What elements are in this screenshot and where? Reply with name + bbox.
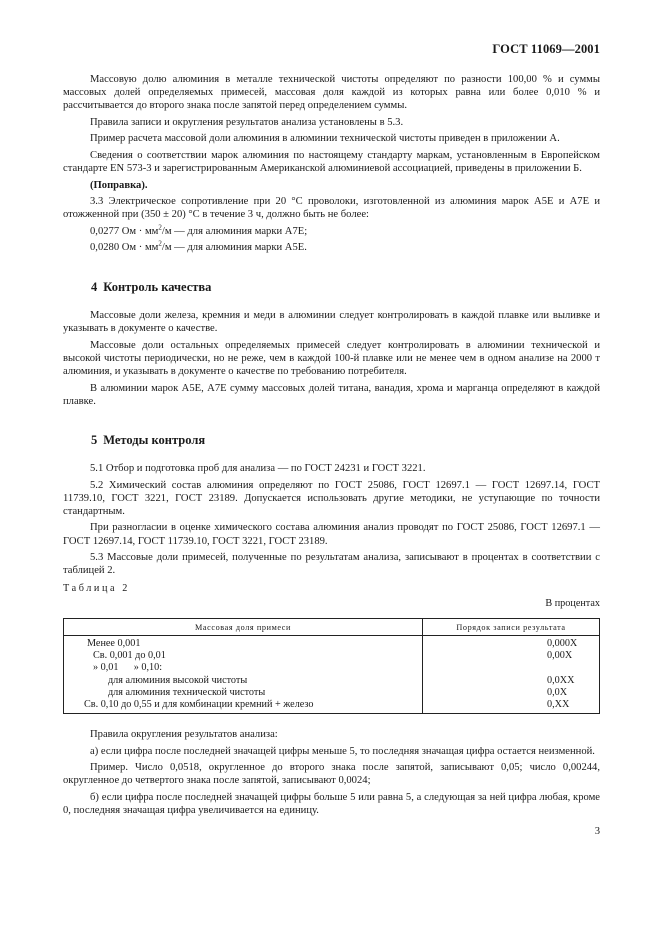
impurity-cell: Св. 0,10 до 0,55 и для комбинации кремний + железо <box>64 699 423 714</box>
table-units: В процентах <box>545 598 600 609</box>
record-cell: 0,000Х <box>423 636 600 651</box>
impurity-recording-table <box>63 618 600 714</box>
section-5-heading: 5 Методы контроля <box>91 433 206 447</box>
resistance-a5e: 0,0280 Ом · $мм^2/м$ — для алюминия марки А5Е. <box>90 239 307 254</box>
record-cell <box>423 662 600 674</box>
table-row <box>64 662 600 674</box>
paragraph: 5.3 Массовые доли примесей, полученные по результатам анализа, записывают в процентах в соответствии с таблицей 2. <box>63 552 600 577</box>
paragraph: б) если цифра после последней значащей цифры больше 5 или равна 5, а следующая за ней цифра любая, кроме 0, последняя значащая цифра увеличивается на единицу. <box>63 791 600 816</box>
table-row <box>64 675 600 687</box>
amendment-note: (Поправка). <box>90 179 148 191</box>
record-cell: 0,0Х <box>423 687 600 699</box>
paragraph: 5.1 Отбор и подготовка проб для анализа — по ГОСТ 24231 и ГОСТ 3221. <box>90 463 426 474</box>
impurity-cell: для алюминия технической чистоты <box>64 687 423 699</box>
section-4-heading: 4 Контроль качества <box>91 280 212 294</box>
paragraph: Массовые доли остальных определяемых примесей следует контролировать в алюминии технической и высокой чистоты периодически, но не реже, чем в каждой 100-й плавке или не менее чем в одном анализе на 2000 т алюминия, и указывать в документе о качестве по требованию потребителя. <box>63 339 600 378</box>
paragraph: Массовую долю алюминия в металле технической чистоты определяют по разности 100,00 % и суммы массовых долей определяемых примесей, массовая доля каждой из которых равна или более 0,010 % и рассчитывается до второго знака после запятой перед определением суммы. <box>63 74 600 112</box>
paragraph: Пример. Число 0,0518, округленное до второго знака после запятой, записывают 0,05; число 0,00244, округленное до четвертого знака после запятой, записывают 0,0024; <box>63 762 600 787</box>
table-row <box>64 650 600 662</box>
impurity-cell: » 0,01 » 0,10: <box>64 662 423 674</box>
resistance-a7e: 0,0277 Ом · $мм^2/м$ — для алюминия марки А7Е; <box>90 223 308 237</box>
column-header-record: Порядок записи результата <box>423 619 600 636</box>
record-cell: 0,ХХ <box>423 699 600 714</box>
page-number: 3 <box>594 826 600 837</box>
impurity-cell: для алюминия высокой чистоты <box>64 675 423 687</box>
intro-block <box>63 73 600 258</box>
paragraph: Массовые доли железа, кремния и меди в алюминии следует контролировать в каждой плавке или выливке и указывать в документе о качестве. <box>63 310 600 335</box>
paragraph: Правила записи и округления результатов анализа установлены в 5.3. <box>90 116 404 128</box>
section-5-body <box>63 462 600 581</box>
clause-3-3: 3.3 Электрическое сопротивление при 20 °С проволоки, изготовленной из алюминия марок А5Е и А7Е и отожженной при (350 ± 20) °С в течение 3 ч, должно быть не более: <box>63 196 600 221</box>
paragraph: а) если цифра после последней значащей цифры меньше 5, то последняя значащая цифра остается неизменной. <box>90 745 595 757</box>
paragraph: Правила округления результатов анализа: <box>90 729 278 740</box>
paragraph: 5.2 Химический состав алюминия определяют по ГОСТ 25086, ГОСТ 12697.1 — ГОСТ 12697.14, ГОСТ 11739.10, ГОСТ 3221, ГОСТ 23189. Допускается использовать другие методики, не уступающие по точности стандартным. <box>63 479 600 517</box>
paragraph: При разногласии в оценке химического состава алюминия анализ проводят по ГОСТ 25086, ГОСТ 12697.1 — ГОСТ 12697.14, ГОСТ 11739.10, ГОСТ 3221, ГОСТ 23189. <box>63 522 600 547</box>
document-code-header: ГОСТ 11069—2001 <box>492 42 600 56</box>
record-cell: 0,00Х <box>423 650 600 662</box>
paragraph: В алюминии марок А5Е, А7Е сумму массовых долей титана, ванадия, хрома и марганца определяют в каждой плавке. <box>63 382 600 407</box>
rounding-rules <box>63 728 600 820</box>
table-caption: Таблица 2 <box>63 583 130 594</box>
table-row <box>64 687 600 699</box>
record-cell: 0,0ХХ <box>423 675 600 687</box>
section-4-body <box>63 309 600 411</box>
column-header-impurity: Массовая доля примеси <box>64 619 423 636</box>
paragraph: Сведения о соответствии марок алюминия по настоящему стандарту маркам, установленным в Европейском стандарте EN 573-3 и зарегистрированным Американской алюминиевой ассоциацией, приведены в приложении Б. <box>63 149 600 175</box>
paragraph: Пример расчета массовой доли алюминия в алюминии технической чистоты приведен в приложении А. <box>90 133 560 145</box>
impurity-cell: Св. 0,001 до 0,01 <box>64 650 423 662</box>
impurity-cell: Менее 0,001 <box>64 636 423 651</box>
table-row <box>64 699 600 714</box>
table-row <box>64 636 600 651</box>
